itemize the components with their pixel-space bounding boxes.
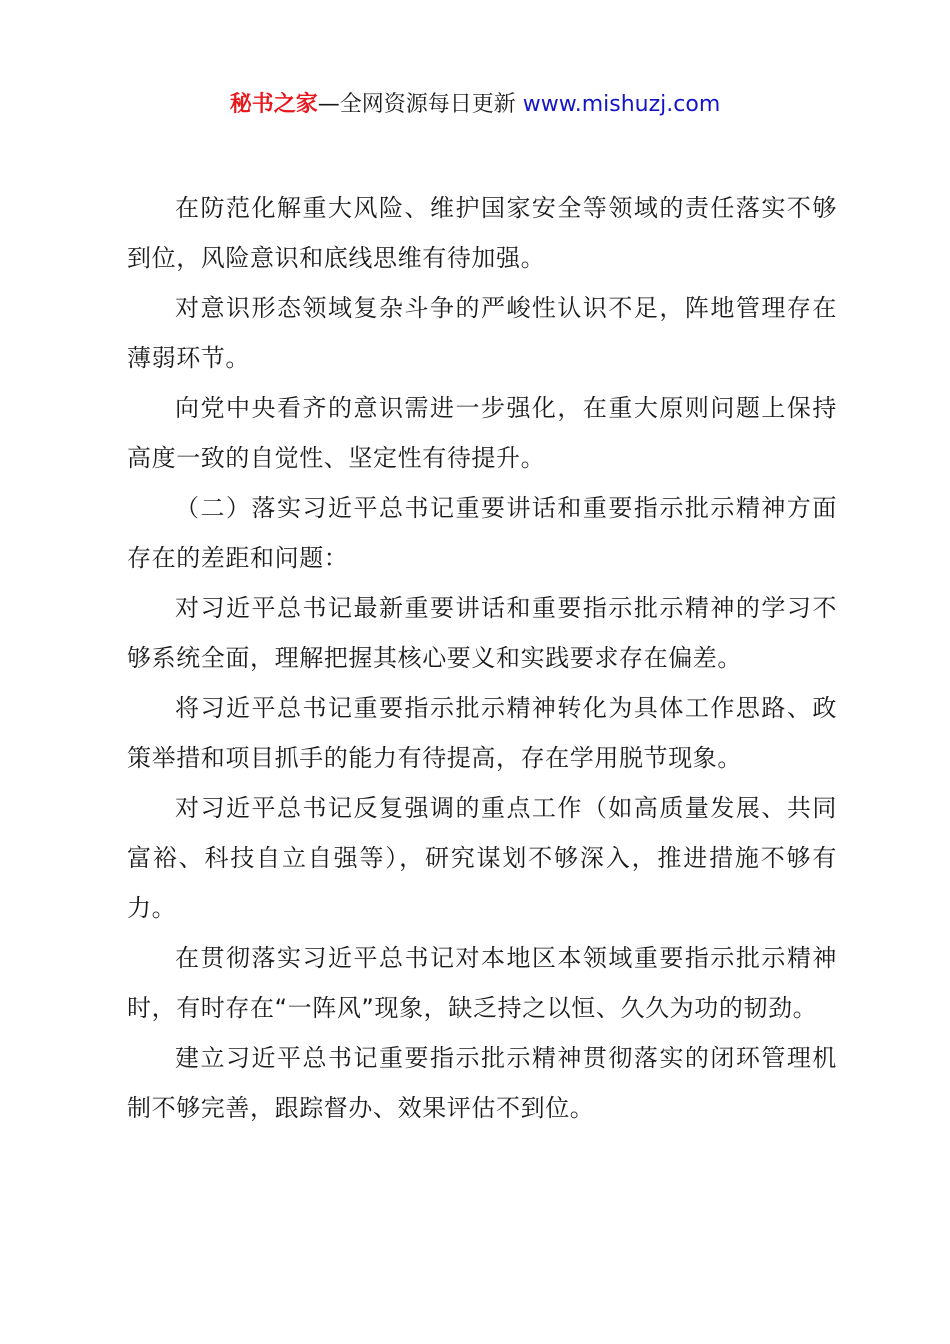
site-url[interactable]: www.mishuzj.com <box>522 92 721 117</box>
paragraph: 将习近平总书记重要指示批示精神转化为具体工作思路、政策举措和项目抓手的能力有待提高，存在学用脱节现象。 <box>127 694 837 772</box>
paragraph: 向党中央看齐的意识需进一步强化，在重大原则问题上保持高度一致的自觉性、坚定性有待提升。 <box>127 394 837 472</box>
brand-name: 秘书之家 <box>229 92 318 117</box>
paragraph: 对习近平总书记最新重要讲话和重要指示批示精神的学习不够系统全面，理解把握其核心要义和实践要求存在偏差。 <box>127 594 837 672</box>
paragraph: 对习近平总书记反复强调的重点工作（如高质量发展、共同富裕、科技自立自强等），研究谋划不够深入，推进措施不够有力。 <box>127 794 837 922</box>
header-tagline: —全网资源每日更新 <box>317 92 523 117</box>
page-header <box>0 88 950 122</box>
paragraph: 对意识形态领域复杂斗争的严峻性认识不足，阵地管理存在薄弱环节。 <box>127 294 837 372</box>
paragraph: 建立习近平总书记重要指示批示精神贯彻落实的闭环管理机制不够完善，跟踪督办、效果评估不到位。 <box>127 1044 837 1122</box>
paragraph: 在防范化解重大风险、维护国家安全等领域的责任落实不够到位，风险意识和底线思维有待加强。 <box>127 194 837 272</box>
section-heading: （二）落实习近平总书记重要讲话和重要指示批示精神方面存在的差距和问题： <box>127 494 837 572</box>
paragraph: 在贯彻落实习近平总书记对本地区本领域重要指示批示精神时，有时存在“一阵风”现象，缺乏持之以恒、久久为功的韧劲。 <box>127 944 837 1022</box>
document-body <box>127 183 837 1133</box>
